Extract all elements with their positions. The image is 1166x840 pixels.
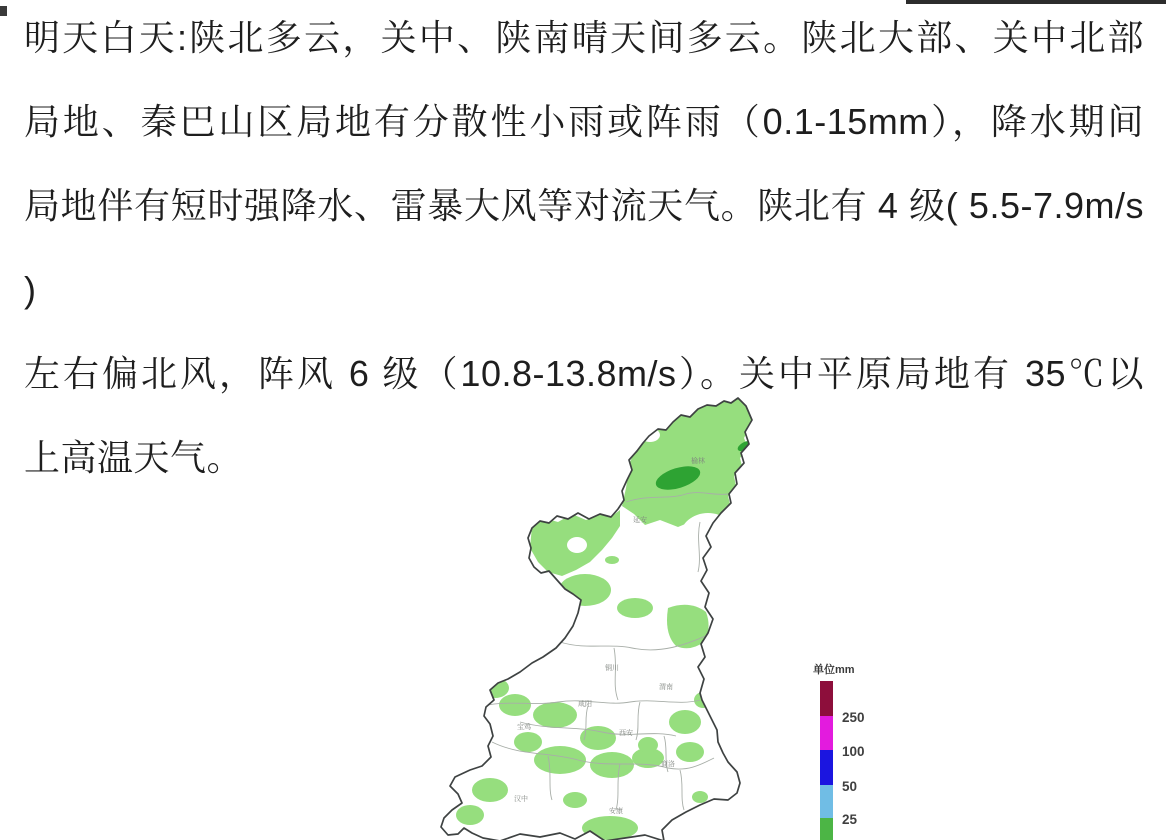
city-label: 延安 xyxy=(633,517,647,524)
forecast-line: 上高温天气。 xyxy=(24,437,244,478)
legend-value: 50 xyxy=(842,778,858,794)
legend-segment xyxy=(820,681,865,725)
forecast-line: 左右偏北风，阵风 6 级（10.8-13.8m/s）。关中平原局地有 35℃以 xyxy=(24,353,1144,394)
legend-segment xyxy=(820,750,858,794)
city-label: 西安 xyxy=(619,730,633,737)
forecast-line: 明天白天:陕北多云，关中、陕南晴天间多云。陕北大部、关中北部 xyxy=(24,17,1144,58)
dry-gap xyxy=(567,537,587,553)
legend-value: 250 xyxy=(842,709,865,725)
legend-color-bar xyxy=(820,681,865,840)
legend-unit-label: 单位mm xyxy=(813,664,855,676)
dry-gap xyxy=(680,513,736,561)
legend-value: 100 xyxy=(842,743,865,759)
rain-area-north xyxy=(622,398,752,527)
rain-areas xyxy=(456,398,754,840)
city-label: 商洛 xyxy=(661,761,675,768)
city-label: 汉中 xyxy=(514,796,528,803)
city-label: 铜川 xyxy=(605,665,619,672)
legend-value: 25 xyxy=(842,811,858,827)
map-legend xyxy=(813,661,883,840)
city-label: 宝鸡 xyxy=(517,724,531,731)
city-label: 咸阳 xyxy=(578,701,592,708)
legend-segment xyxy=(820,818,833,840)
city-label: 榆林 xyxy=(691,458,705,465)
city-label: 渭南 xyxy=(659,684,673,691)
forecast-line: 局地伴有短时强降水、雷暴大风等对流天气。陕北有 4 级( 5.5-7.9m/s ) xyxy=(24,185,1144,310)
forecast-line: 局地、秦巴山区局地有分散性小雨或阵雨（0.1-15mm），降水期间 xyxy=(24,101,1144,142)
city-label: 安康 xyxy=(609,808,623,815)
